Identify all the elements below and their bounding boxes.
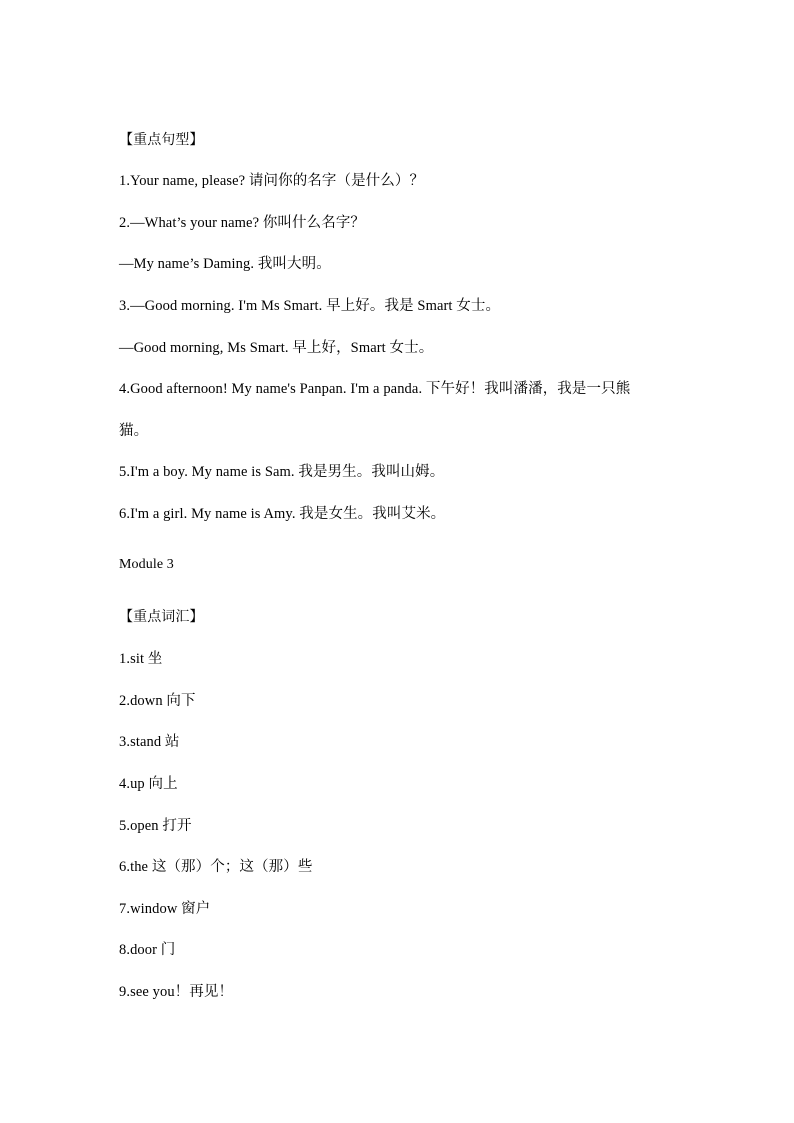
vocab-item: 1.sit 坐 [119, 651, 163, 667]
sentence-line: —Good morning, Ms Smart. 早上好，Smart 女士。 [119, 340, 434, 356]
vocab-item: 8.door 门 [119, 942, 176, 958]
sentence-line: 2.—What’s your name? 你叫什么名字？ [119, 215, 366, 231]
vocab-item: 6.the 这（那）个；这（那）些 [119, 859, 313, 875]
sentence-line: 6.I'm a girl. My name is Amy. 我是女生。我叫艾米。 [119, 506, 446, 522]
sentence-line: 5.I'm a boy. My name is Sam. 我是男生。我叫山姆。 [119, 464, 445, 480]
module-title: Module 3 [119, 557, 174, 572]
sentence-line: 1.Your name, please? 请问你的名字（是什么）？ [119, 173, 425, 189]
sentence-line: 4.Good afternoon! My name's Panpan. I'm a panda. 下午好！我叫潘潘，我是一只熊 [119, 381, 631, 397]
vocab-item: 3.stand 站 [119, 734, 180, 750]
section-heading-key-vocabulary: 【重点词汇】 [119, 609, 204, 625]
sentence-line: 猫。 [119, 423, 149, 439]
vocab-item: 4.up 向上 [119, 776, 178, 792]
sentence-line: 3.—Good morning. I'm Ms Smart. 早上好。我是 Smart 女士。 [119, 298, 501, 314]
vocab-item: 9.see you！再见！ [119, 984, 234, 1000]
vocab-item: 2.down 向下 [119, 693, 196, 709]
vocab-item: 5.open 打开 [119, 818, 192, 834]
section-heading-key-sentences: 【重点句型】 [119, 132, 204, 148]
sentence-line: —My name’s Daming. 我叫大明。 [119, 256, 331, 272]
vocab-item: 7.window 窗户 [119, 901, 211, 917]
